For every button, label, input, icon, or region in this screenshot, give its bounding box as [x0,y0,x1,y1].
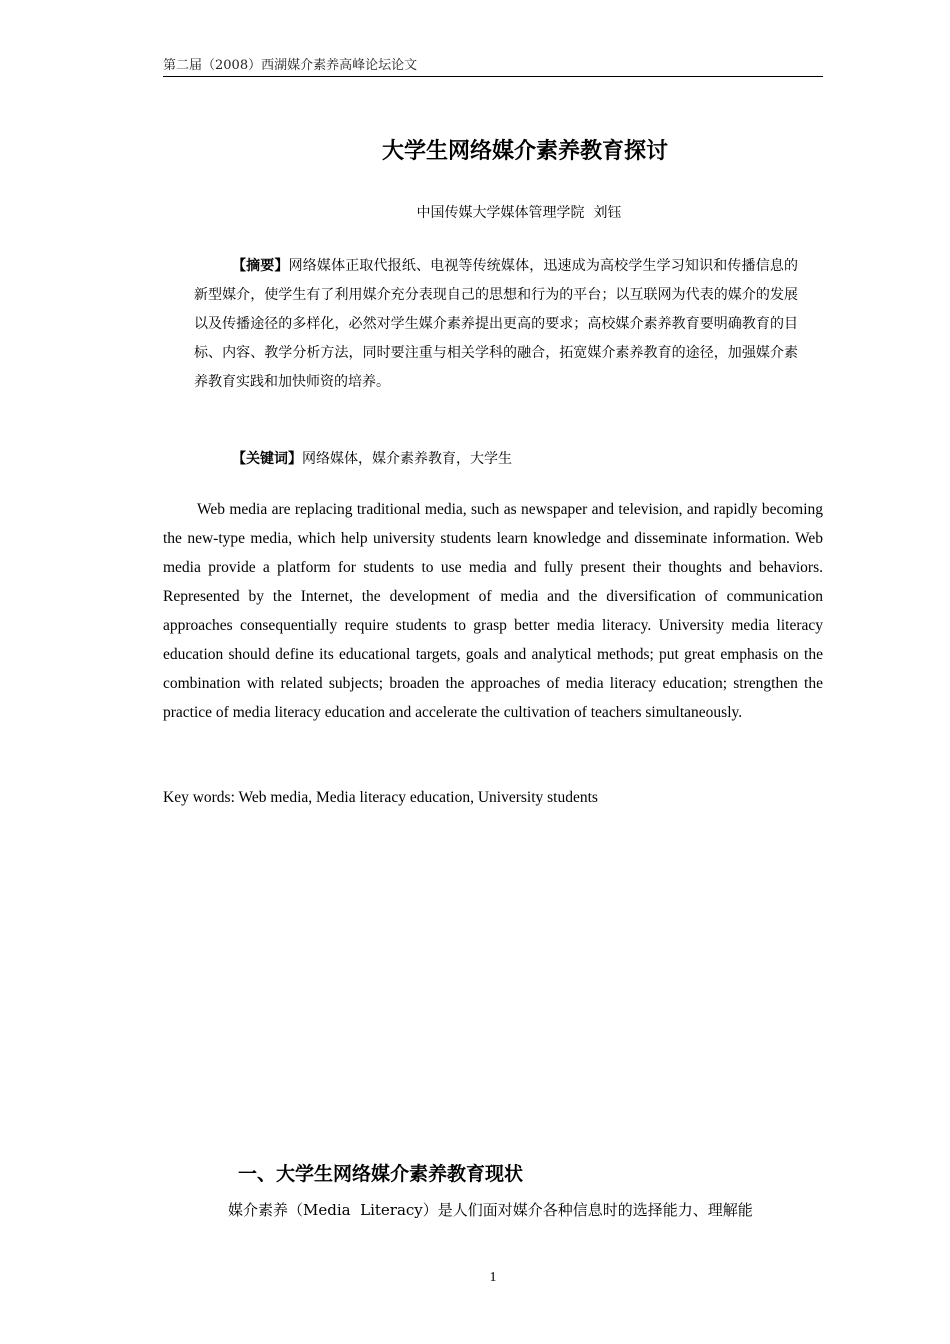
page-number: 1 [489,1270,497,1285]
abstract-text: 网络媒体正取代报纸、电视等传统媒体，迅速成为高校学生学习知识和传播信息的新型媒介，使学生有了利用媒介充分表现自己的思想和行为的平台；以互联网为代表的媒介的发展以及传播途径的多样化，必然对学生媒介素养提出更高的要求；高校媒介素养教育要明确教育的目标、内容、教学分析方法，同时要注重与相关学科的融合，拓宽媒介素养教育的途径，加强媒介素养教育实践和加快师资的培养。 [194,258,799,390]
author-affiliation: 中国传媒大学媒体管理学院 刘钰 [416,205,622,221]
paper-title: 大学生网络媒介素养教育探讨 [381,139,668,164]
chinese-abstract [194,252,798,397]
chinese-keywords [232,446,812,472]
running-header-text: 第二届（2008）西湖媒介素养高峰论坛论文 [163,58,418,73]
english-abstract: Web media are replacing traditional media, such as newspaper and television, and rapidly becoming the new-type media, which help university students learn knowledge and disseminate information. Web media provide a platform for students to use media and fully present their thoughts and behaviors. Represented by the Internet, the development of media and the diversification of communication approaches consequentially require students to grasp better media literacy. University media literacy education should define its educational targets, goals and analytical methods; put great emphasis on the combination with related subjects; broaden the approaches of media literacy education; strengthen the practice of media literacy education and accelerate the cultivation of teachers simultaneously. [163,501,823,721]
section-heading-1: 一、大学生网络媒介素养教育现状 [238,1163,524,1185]
keywords-text: 网络媒体，媒介素养教育，大学生 [302,451,512,467]
section-paragraph-start: 媒介素养（Media Literacy）是人们面对媒介各种信息时的选择能力、理解能 [228,1201,753,1219]
english-keywords: Key words: Web media, Media literacy education, University students [163,789,598,806]
keywords-label: 【关键词】 [232,451,302,467]
abstract-label: 【摘要】 [232,258,289,274]
running-header [163,56,823,77]
